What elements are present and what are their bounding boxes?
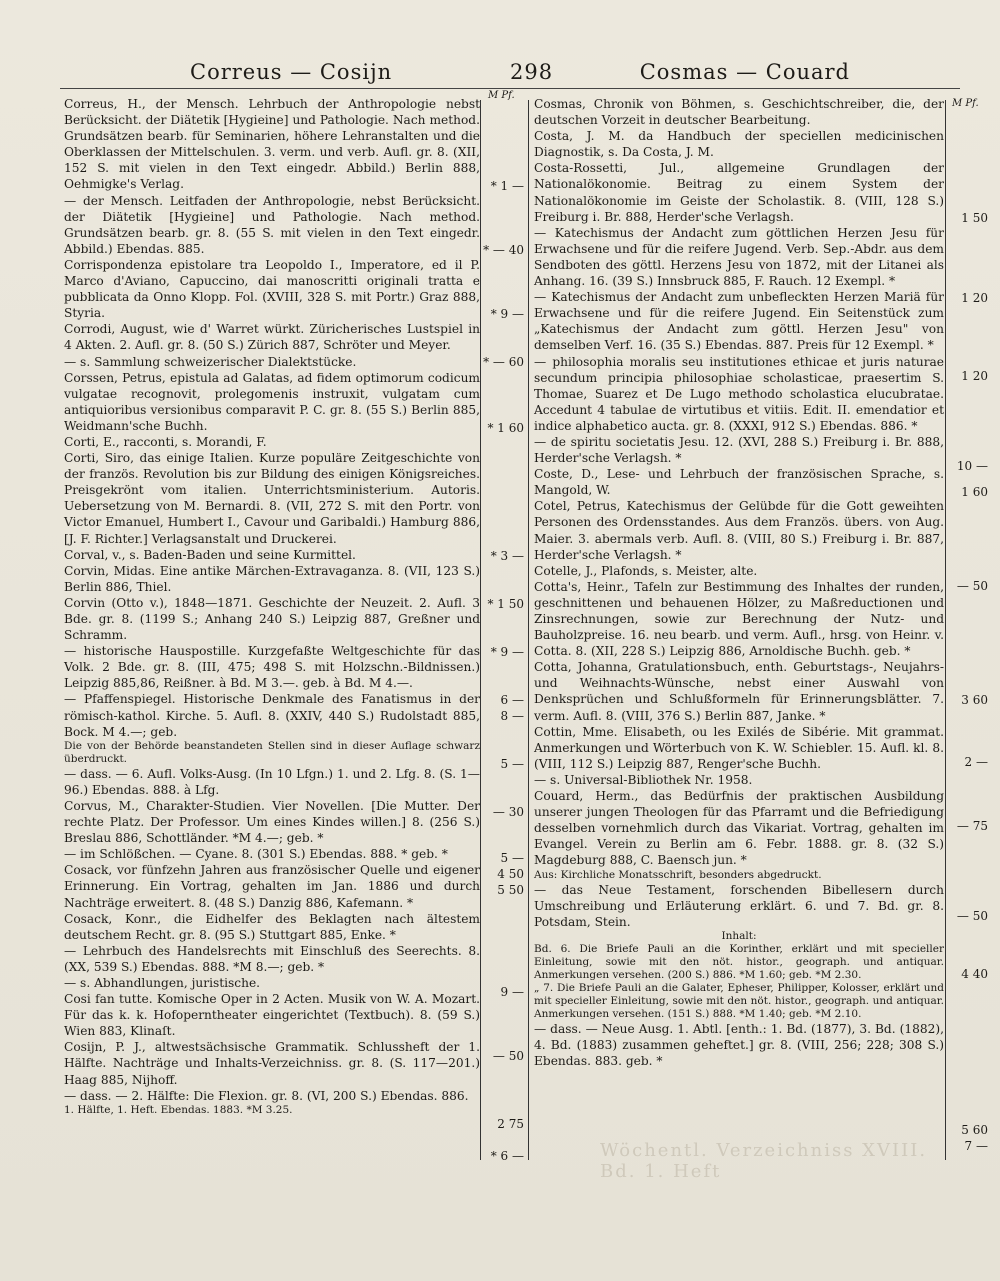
entry: Corvus, M., Charakter-Studien. Vier Novellen. [Die Mutter. Der rechte Platz. Der Professor. Um eines Kindes willen.] 8. (256 S.) Breslau 886, Schottländer. *M 4.—; geb. * bbox=[64, 798, 480, 846]
entry-note: „ 7. Die Briefe Pauli an die Galater, Epheser, Philipper, Kolosser, erklärt und mit specieller Einleitung, sowie mit den nöt. histor., geograph. und antiquar. Anmerkungen versehen. (151 S.) 888. *M 1.40; geb. *M 2.10. bbox=[534, 981, 944, 1020]
running-head bbox=[40, 56, 960, 88]
entry: — Katechismus der Andacht zum göttlichen Herzen Jesu für Erwachsene und für die reifere Jugend. Verb. Sep.-Abdr. aus dem Sendboten des göttl. Herzens Jesu von 1872, mit der Litanei als Anhang. 16. (39 S.) Innsbruck 885, F. Rauch. 12 Exempl. * bbox=[534, 225, 944, 289]
left-column bbox=[64, 96, 480, 1117]
entry: — der Mensch. Leitfaden der Anthropologie, nebst Berücksicht. der Diätetik [Hygieine] und Pathologie. Nach method. Grundsätzen bearb. gr. 8. (55 S. mit vielen in den Text eingedr. Abbild.) Ebendas. 885. bbox=[64, 193, 480, 256]
entry: Cosi fan tutte. Komische Oper in 2 Acten. Musik von W. A. Mozart. Für das k. k. Hofoperntheater eingerichtet (Textbuch). 8. (59 S.) Wien 883, Klinaſt. bbox=[64, 992, 480, 1039]
currency-label-right: M Pf. bbox=[952, 98, 979, 109]
entry: — das Neue Testament, forschenden Bibellesern durch Umschreibung und Erläuterung erklärt. 6. und 7. Bd. gr. 8. Potsdam, Stein. bbox=[534, 882, 944, 929]
entry: — dass. — 2. Hälfte: Die Flexion. gr. 8. (VI, 200 S.) Ebendas. 886. bbox=[64, 1088, 469, 1103]
price: 2 75 bbox=[497, 1117, 524, 1131]
price: 5 — bbox=[500, 757, 524, 771]
entry-note: Die von der Behörde beanstandeten Stellen sind in dieser Auflage schwarz überdruckt. bbox=[64, 739, 480, 765]
price: * 9 — bbox=[490, 645, 524, 659]
entry: Corrispondenza epistolare tra Leopoldo I., Imperatore, ed il P. Marco d'Aviano, Capuccino, dai manoscritti originali tratta e pubblicata da Onno Klopp. Fol. (XVIII, 328 S. mit Portr.) Graz 888, Styria. bbox=[64, 257, 480, 321]
entry: — Katechismus der Andacht zum unbefleckten Herzen Mariä für Erwachsene und für die reifere Jugend. Ein Seitenstück zum „Katechismus der Andacht zum göttl. Herzen Jesu" von demselben Verf. 16. (35 S.) Ebendas. 887. Preis für 12 Exempl. * bbox=[534, 290, 944, 353]
entry: Cosack, Konr., die Eidhelfer des Beklagten nach ältestem deutschem Recht. gr. 8. (95 S.) Stuttgart 885, Enke. * bbox=[64, 911, 480, 942]
price: 7 — bbox=[964, 1139, 988, 1153]
price: 8 — bbox=[500, 709, 524, 723]
entry: — im Schlößchen. — Cyane. 8. (301 S.) Ebendas. 888. * geb. * bbox=[64, 847, 448, 862]
column-rule bbox=[945, 100, 946, 1160]
price: — 30 bbox=[492, 805, 524, 819]
column-rule bbox=[480, 100, 481, 1160]
entry-contents-heading: Inhalt: bbox=[721, 929, 757, 942]
price: — 50 bbox=[492, 1049, 524, 1063]
column-rule bbox=[528, 100, 529, 1160]
page-number: 298 bbox=[510, 60, 554, 84]
price: 5 50 bbox=[497, 883, 524, 897]
entry: Corti, E., racconti, s. Morandi, F. bbox=[64, 434, 267, 449]
entry-note: Bd. 6. Die Briefe Pauli an die Korinther, erklärt und mit specieller Einleitung, sowie mit den nöt. histor., geograph. und antiquar. Anmerkungen versehen. (200 S.) 886. *M 1.60; geb. *M 2.30. bbox=[534, 942, 944, 981]
currency-label-left: M Pf. bbox=[488, 90, 515, 101]
price: 1 20 bbox=[961, 369, 988, 383]
price: * 3 — bbox=[490, 549, 524, 563]
head-left: Correus — Cosijn bbox=[190, 60, 393, 84]
price: 2 — bbox=[964, 755, 988, 769]
entry-note: Aus: Kirchliche Monatsschrift, besonders abgedruckt. bbox=[534, 868, 822, 881]
price: * 1 — bbox=[490, 179, 524, 193]
price: 1 60 bbox=[961, 485, 988, 499]
price: 10 — bbox=[956, 459, 988, 473]
header-rule bbox=[60, 88, 960, 89]
entry: Couard, Herm., das Bedürfnis der praktischen Ausbildung unserer jungen Theologen für das Pfarramt und die Befriedigung desselben vornehmlich durch das Vikariat. Vortrag, gehalten im Evangel. Verein zu Berlin am 6. Febr. 1888. gr. 8. (32 S.) Magdeburg 888, C. Baensch jun. * bbox=[534, 789, 944, 868]
entry: — historische Hauspostille. Kurzgefaßte Weltgeschichte für das Volk. 2 Bde. gr. 8. (III, 475; 498 S. mit Holzschn.-Bildnissen.) Leipzig 885,86, Reißner. à Bd. M 3.—. geb. à Bd. M 4.—. bbox=[64, 644, 480, 691]
entry: Costa, J. M. da Handbuch der speciellen medicinischen Diagnostik, s. Da Costa, J. M. bbox=[534, 129, 944, 160]
price: 3 60 bbox=[961, 693, 988, 707]
entry: Cotta, Johanna, Gratulationsbuch, enth. Geburtstags-, Neujahrs- und Weihnachts-Wünsche, nebst einer Auswahl von Denksprüchen und Schlußformeln für Erinnerungsblätter. 7. verm. Aufl. 8. (VIII, 376 S.) Berlin 887, Janke. * bbox=[534, 660, 944, 723]
entry: Corval, v., s. Baden-Baden und seine Kurmittel. bbox=[64, 547, 356, 562]
entry: Cotta's, Heinr., Tafeln zur Bestimmung des Inhaltes der runden, geschnittenen und behauenen Hölzer, zu Maßreductionen und Zinsrechnungen, sowie zur Berechnung der Nutz- und Bauholzpreise. 16. neu bearb. und verm. Aufl., hrsg. von Heinr. v. Cotta. 8. (XII, 228 S.) Leipzig 886, Arnoldische Buchh. geb. * bbox=[534, 579, 944, 659]
entry: Correus, H., der Mensch. Lehrbuch der Anthropologie nebst Berücksicht. der Diätetik [Hygieine] und Pathologie. Nach method. Grundsätzen bearb. für Seminarien, höhere Lehranstalten und die Oberklassen der Mittelschulen. 3. verm. und verb. Aufl. gr. 8. (XII, 152 S. mit vielen in den Text eingedr. Abbild.) Berlin 888, Oehmigke's Verlag. bbox=[64, 97, 480, 192]
entry: — s. Sammlung schweizerischer Dialektstücke. bbox=[64, 354, 357, 369]
entry: Cosijn, P. J., altwestsächsische Grammatik. Schlussheft der 1. Hälfte. Nachträge und Inhalts-Verzeichniss. gr. 8. (S. 117—201.) Haag 885, Nijhoff. bbox=[64, 1040, 480, 1087]
entry: Corvin (Otto v.), 1848—1871. Geschichte der Neuzeit. 2. Aufl. 3 Bde. gr. 8. (1199 S.; Anhang 240 S.) Leipzig 887, Greßner und Schramm. bbox=[64, 595, 480, 643]
right-column bbox=[534, 96, 944, 1069]
entry: Cotelle, J., Plafonds, s. Meister, alte. bbox=[534, 563, 758, 578]
entry: — philosophia moralis seu institutiones ethicae et juris naturae secundum principia philosophiae scholasticae, praesertim S. Thomae, Suarez et De Lugo methodo scholastica elucubratae. Accedunt 4 tabulae de virtutibus et vitiis. Edit. II. emendatior et indice alphabetico aucta. gr. 8. (XXXI, 912 S.) Ebendas. 886. * bbox=[534, 354, 944, 433]
entry-note: 1. Hälfte, 1. Heft. Ebendas. 1883. *M 3.25. bbox=[64, 1103, 293, 1116]
price: — 50 bbox=[956, 909, 988, 923]
price: * 6 — bbox=[490, 1149, 524, 1163]
entry: Cosack, vor fünfzehn Jahren aus französischer Quelle und eigener Erinnerung. Ein Vortrag, gehalten im Jan. 1886 und durch Nachträge erweitert. 8. (48 S.) Danzig 886, Kafemann. * bbox=[64, 863, 480, 910]
price: 1 20 bbox=[961, 291, 988, 305]
entry: — de spiritu societatis Jesu. 12. (XVI, 288 S.) Freiburg i. Br. 888, Herder'sche Verlagsh. * bbox=[534, 434, 944, 466]
price: 5 60 bbox=[961, 1123, 988, 1137]
price: 1 50 bbox=[961, 211, 988, 225]
entry: Cotel, Petrus, Katechismus der Gelübde für die Gott geweihten Personen des Ordensstandes. Aus dem Französ. übers. von Aug. Maier. 3. abermals verb. Aufl. 8. (VIII, 80 S.) Freiburg i. Br. 887, Herder'sche Verlagsh. * bbox=[534, 499, 944, 562]
price: * 1 50 bbox=[487, 597, 524, 611]
show-through-text: Wöchentl. Verzeichniss XVIII. Bd. 1. Heft bbox=[600, 1140, 928, 1182]
price: 5 — bbox=[500, 851, 524, 865]
price: 9 — bbox=[500, 985, 524, 999]
entry: Corti, Siro, das einige Italien. Kurze populäre Zeitgeschichte von der französ. Revolution bis zur Bildung des einigen Königsreiches. Preisgekrönt vom italien. Unterrichtsministerium. Autoris. Uebersetzung von M. Bernardi. 8. (VII, 272 S. mit den Portr. von Victor Emanuel, Humbert I., Cavour und Garibaldi.) Hamburg 886, [J. F. Richter.] Verlagsanstalt und Druckerei. bbox=[64, 451, 480, 546]
price: * — 40 bbox=[483, 243, 524, 257]
entry: Corssen, Petrus, epistula ad Galatas, ad fidem optimorum codicum vulgatae recognovit, prolegomenis instruxit, vulgatam cum antiquioribus versionibus comparavit P. C. gr. 8. (55 S.) Berlin 885, Weidmann'sche Buchh. bbox=[64, 370, 480, 433]
entry: Cosmas, Chronik von Böhmen, s. Geschichtschreiber, die, der deutschen Vorzeit in deutscher Bearbeitung. bbox=[534, 97, 944, 128]
entry: Costa-Rossetti, Jul., allgemeine Grundlagen der Nationalökonomie. Beitrag zu einem System der Nationalökonomie im Geiste der Scholastik. 8. (VIII, 128 S.) Freiburg i. Br. 888, Herder'sche Verlagsh. bbox=[534, 161, 944, 224]
entry: Cottin, Mme. Elisabeth, ou les Exilés de Sibérie. Mit grammat. Anmerkungen und Wörterbuch von K. W. Schiebler. 15. Aufl. kl. 8. (VIII, 112 S.) Leipzig 887, Renger'sche Buchh. bbox=[534, 724, 944, 771]
price: * 1 60 bbox=[487, 421, 524, 435]
price: — 75 bbox=[956, 819, 988, 833]
entry: — Pfaffenspiegel. Historische Denkmale des Fanatismus in der römisch-kathol. Kirche. 5. Aufl. 8. (XXIV, 440 S.) Rudolstadt 885, Bock. M 4.—; geb. bbox=[64, 692, 480, 739]
entry: — dass. — 6. Aufl. Volks-Ausg. (In 10 Lfgn.) 1. und 2. Lfg. 8. (S. 1—96.) Ebendas. 888. à Lfg. bbox=[64, 766, 480, 797]
entry: Coste, D., Lese- und Lehrbuch der französischen Sprache, s. Mangold, W. bbox=[534, 467, 944, 498]
price: — 50 bbox=[956, 579, 988, 593]
head-right: Cosmas — Couard bbox=[639, 60, 850, 84]
entry: Corvin, Midas. Eine antike Märchen-Extravaganza. 8. (VII, 123 S.) Berlin 886, Thiel. bbox=[64, 563, 480, 594]
price: * 9 — bbox=[490, 307, 524, 321]
entry: — s. Abhandlungen, juristische. bbox=[64, 975, 261, 990]
price: 4 50 bbox=[497, 867, 524, 881]
price: 4 40 bbox=[961, 967, 988, 981]
entry: — s. Universal-Bibliothek Nr. 1958. bbox=[534, 772, 753, 787]
entry: Corrodi, August, wie d' Warret würkt. Züricherisches Lustspiel in 4 Akten. 2. Aufl. gr. 8. (50 S.) Zürich 887, Schröter und Meyer. bbox=[64, 322, 480, 353]
entry: — Lehrbuch des Handelsrechts mit Einschluß des Seerechts. 8. (XX, 539 S.) Ebendas. 888. *M 8.—; geb. * bbox=[64, 943, 480, 974]
entry: — dass. — Neue Ausg. 1. Abtl. [enth.: 1. Bd. (1877), 3. Bd. (1882), 4. Bd. (1883) zusammen geheftet.] gr. 8. (VIII, 256; 228; 308 S.) Ebendas. 883. geb. * bbox=[534, 1021, 944, 1068]
price: 6 — bbox=[500, 693, 524, 707]
price: * — 60 bbox=[483, 355, 524, 369]
